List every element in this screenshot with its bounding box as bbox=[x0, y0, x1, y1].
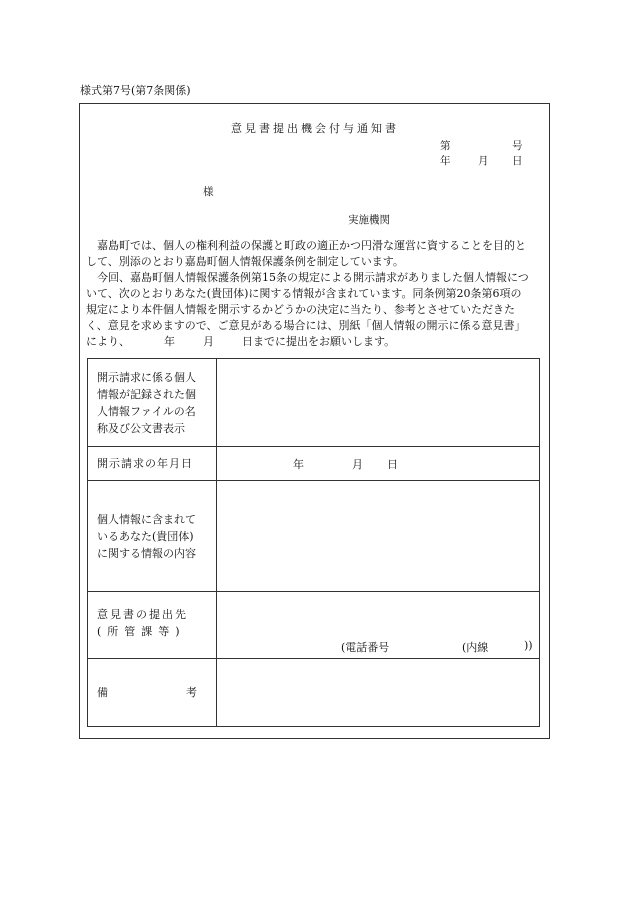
table-row bbox=[88, 447, 540, 481]
request-date-month: 月 bbox=[352, 458, 363, 471]
file-name-label: 開示請求に係る個人 情報が記録された個 人情報ファイルの名 称及び公文書表示 bbox=[88, 359, 217, 447]
doc-number-suffix: 号 bbox=[512, 140, 523, 152]
remarks-label: 備 考 bbox=[88, 659, 217, 727]
extension-label: (内線 bbox=[462, 641, 489, 654]
deadline-prefix: により、 bbox=[86, 335, 130, 348]
info-content-field[interactable] bbox=[217, 481, 540, 592]
request-date-day: 日 bbox=[387, 458, 398, 471]
doc-date-year: 年 bbox=[440, 155, 451, 167]
phone-close-paren: )) bbox=[524, 639, 533, 652]
form-number-label: 様式第7号(第7条関係) bbox=[80, 84, 191, 97]
deadline-year: 年 bbox=[164, 335, 175, 348]
doc-date-month: 月 bbox=[478, 155, 489, 167]
remarks-field[interactable] bbox=[217, 659, 540, 727]
document-title: 意見書提出機会付与通知書 bbox=[231, 122, 399, 135]
table-row bbox=[88, 659, 540, 727]
issuer-label: 実施機関 bbox=[348, 214, 390, 226]
request-date-field[interactable] bbox=[217, 447, 540, 481]
file-name-field[interactable] bbox=[217, 359, 540, 447]
body-text bbox=[86, 238, 544, 350]
body-paragraph-1-line-1: 嘉島町では、個人の権利利益の保護と町政の適正かつ円滑な運営に資することを目的と bbox=[97, 239, 526, 252]
doc-number-prefix: 第 bbox=[440, 140, 451, 152]
body-paragraph-1-line-2: して、別添のとおり嘉島町個人情報保護条例を制定しています。 bbox=[86, 255, 404, 268]
body-paragraph-2-line-5 bbox=[86, 334, 544, 350]
body-paragraph-2-line-1: 今回、嘉島町個人情報保護条例第15条の規定による開示請求がありました個人情報につ bbox=[97, 271, 529, 284]
body-paragraph-2-line-4: く、意見を求めますので、ご意見がある場合には、別紙「個人情報の開示に係る意見書」 bbox=[86, 319, 526, 332]
info-table bbox=[87, 358, 540, 727]
table-row bbox=[88, 592, 540, 659]
addressee-suffix: 様 bbox=[203, 186, 214, 198]
doc-date-day: 日 bbox=[512, 155, 523, 167]
body-paragraph-2-line-2: いて、次のとおりあなた(貴団体)に関する情報が含まれています。同条例第20条第6項の bbox=[86, 287, 522, 300]
request-date-year: 年 bbox=[293, 458, 304, 471]
phone-number-label: (電話番号 bbox=[341, 641, 390, 654]
deadline-suffix: 日までに提出をお願いします。 bbox=[242, 335, 396, 348]
submission-destination-field[interactable] bbox=[217, 592, 540, 659]
deadline-month: 月 bbox=[203, 335, 214, 348]
table-row bbox=[88, 359, 540, 447]
table-row bbox=[88, 481, 540, 592]
submission-destination-label: 意見書の提出先 (所管課等) bbox=[88, 592, 217, 659]
info-content-label: 個人情報に含まれて いるあなた(貴団体) に関する情報の内容 bbox=[88, 481, 217, 592]
request-date-label: 開示請求の年月日 bbox=[88, 447, 217, 481]
body-paragraph-2-line-3: 規定により本件個人情報を開示するかどうかの決定に当たり、参考とさせていただきた bbox=[86, 303, 515, 316]
